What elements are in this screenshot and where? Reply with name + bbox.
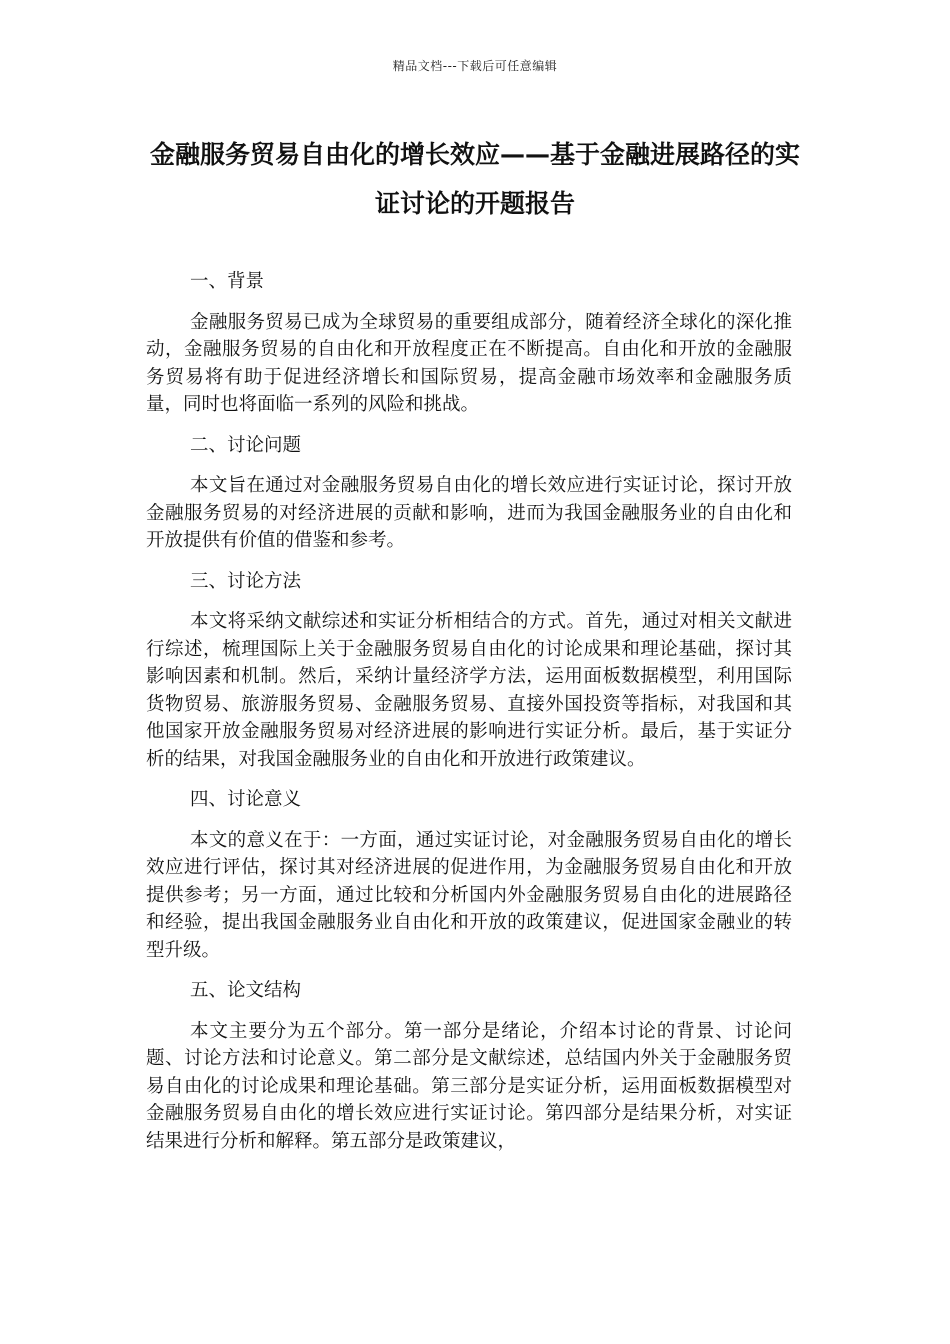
section-paragraph: 本文主要分为五个部分。第一部分是绪论，介绍本讨论的背景、讨论问题、讨论方法和讨论意义。第二部分是文献综述，总结国内外关于金融服务贸易自由化的讨论成果和理论基础。第三部分是实证分析，运用面板数据模型对金融服务贸易自由化的增长效应进行实证讨论。第四部分是结果分析，对实证结果进行分析和解释。第五部分是政策建议， xyxy=(146,1020,792,1152)
section-paragraph: 本文的意义在于：一方面，通过实证讨论，对金融服务贸易自由化的增长效应进行评估，探讨其对经济进展的促进作用，为金融服务贸易自由化和开放提供参考；另一方面，通过比较和分析国内外金融服务贸易自由化的进展路径和经验，提出我国金融服务业自由化和开放的政策建议，促进国家金融业的转型升级。 xyxy=(146,829,792,961)
section-research-method xyxy=(146,568,792,774)
section-heading: 一、背景 xyxy=(190,271,265,292)
section-paragraph: 金融服务贸易已成为全球贸易的重要组成部分，随着经济全球化的深化推动，金融服务贸易的自由化和开放程度正在不断提高。自由化和开放的金融服务贸易将有助于促进经济增长和国际贸易，提高金融市场效率和金融服务质量，同时也将面临一系列的风险和挑战。 xyxy=(146,311,792,415)
section-thesis-structure xyxy=(146,977,792,1155)
section-background xyxy=(146,268,792,419)
section-heading: 三、讨论方法 xyxy=(190,570,302,592)
section-heading: 四、讨论意义 xyxy=(190,789,302,810)
section-research-question xyxy=(146,432,792,555)
document-title: 金融服务贸易自由化的增长效应——基于金融进展路径的实证讨论的开题报告 xyxy=(149,140,800,218)
header-note: 精品文档---下载后可任意编辑 xyxy=(392,59,558,73)
section-paragraph: 本文旨在通过对金融服务贸易自由化的增长效应进行实证讨论，探讨开放金融服务贸易的对经济进展的贡献和影响，进而为我国金融服务业的自由化和开放提供有价值的借鉴和参考。 xyxy=(146,475,792,551)
section-paragraph: 本文将采纳文献综述和实证分析相结合的方式。首先，通过对相关文献进行综述，梳理国际上关于金融服务贸易自由化的讨论成果和理论基础，探讨其影响因素和机制。然后，采纳计量经济学方法，运用面板数据模型，利用国际货物贸易、旅游服务贸易、金融服务贸易、直接外国投资等指标，对我国和其他国家开放金融服务贸易对经济进展的影响进行实证分析。最后，基于实证分析的结果，对我国金融服务业的自由化和开放进行政策建议。 xyxy=(146,611,792,770)
section-heading: 二、讨论问题 xyxy=(190,434,302,456)
section-research-significance xyxy=(146,786,792,964)
section-heading: 五、论文结构 xyxy=(190,980,302,1001)
document-body xyxy=(146,268,792,1168)
